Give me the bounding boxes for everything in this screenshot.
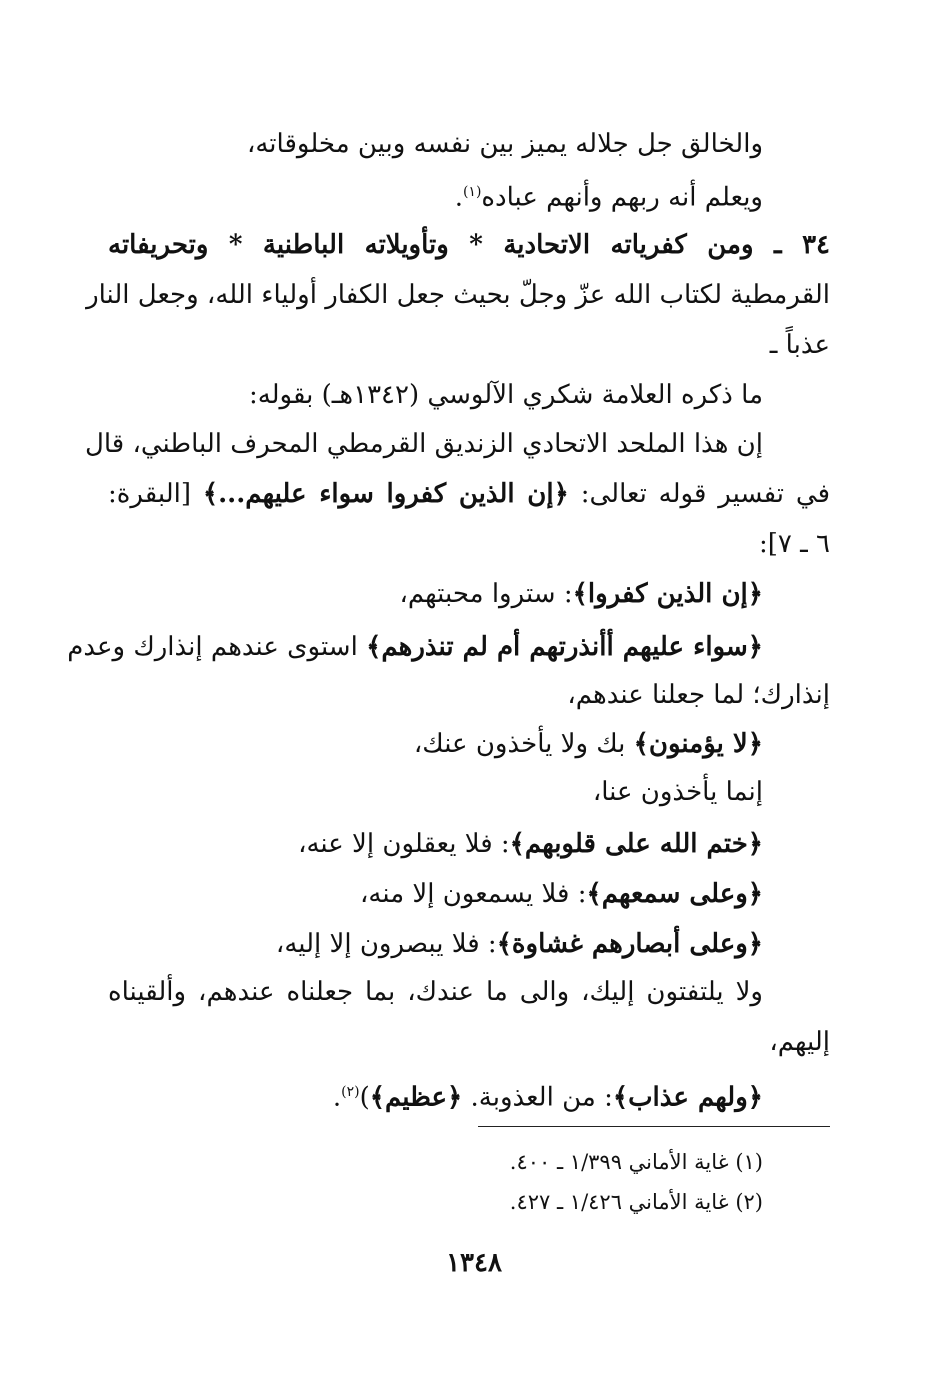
text-line: ﴿وعلى سمعهم﴾: فلا يسمعون إلا منه،: [360, 879, 763, 909]
footnote-ref: (١): [462, 184, 482, 200]
text-line: في تفسير قوله تعالى: ﴿إن الذين كفروا سواء عليهم...﴾ [البقرة:: [108, 479, 831, 509]
text-line: ﴿ولهم عذاب﴾: من العذوبة. ﴿عظيم﴾)$^{(٢)}$.: [332, 1082, 763, 1113]
footnote: (١) غاية الأماني ١/٣٩٩ ـ ٤٠٠.: [509, 1150, 763, 1174]
text-line: القرمطية لكتاب الله عزّ وجلّ بحيث جعل الكفار أولياء الله، وجعل النار: [86, 280, 830, 310]
text-line: ٣٤ ـ ومن كفرياته الاتحادية * وتأويلاته الباطنية * وتحريفاته: [108, 230, 830, 260]
text-line: ﴿ختم الله على قلوبهم﴾: فلا يعقلون إلا عنه،: [298, 829, 763, 859]
text-line: ﴿سواء عليهم أأنذرتهم أم لم تنذرهم﴾ استوى عندهم إنذارك وعدم: [67, 632, 763, 662]
text-line: ﴿لا يؤمنون﴾ بك ولا يأخذون عنك،: [413, 729, 763, 759]
text-line: إنذارك؛ لما جعلنا عندهم،: [567, 680, 830, 710]
text-line: ولا يلتفتون إليك، والى ما عندك، بما جعلناه عندهم، وألقيناه: [108, 977, 763, 1007]
text-line: ٦ ـ ٧]:: [759, 529, 830, 559]
footnote-separator: [478, 1126, 830, 1127]
text-line: إليهم،: [769, 1027, 830, 1057]
text-line: ويعلم أنه ربهم وأنهم عباده$^{(١)}$.: [454, 182, 763, 213]
text-line: ﴿وعلى أبصارهم غشاوة﴾: فلا يبصرون إلا إليه،: [275, 929, 763, 959]
footnote-ref: (٢): [341, 1084, 360, 1100]
text-line: عذباً ـ: [769, 330, 830, 360]
text-line: والخالق جل جلاله يميز بين نفسه وبين مخلوقاته،: [246, 129, 763, 159]
text-line: إن هذا الملحد الاتحادي الزنديق القرمطي المحرف الباطني، قال: [84, 429, 763, 459]
page-number: ١٣٤٨: [446, 1248, 502, 1278]
text-line: ما ذكره العلامة شكري الآلوسي (١٣٤٢هـ) بقوله:: [248, 380, 763, 410]
text-line: ﴿إن الذين كفروا﴾: ستروا محبتهم،: [399, 579, 763, 609]
text-line: إنما يأخذون عنا،: [592, 777, 763, 807]
footnote: (٢) غاية الأماني ١/٤٢٦ ـ ٤٢٧.: [509, 1190, 763, 1214]
